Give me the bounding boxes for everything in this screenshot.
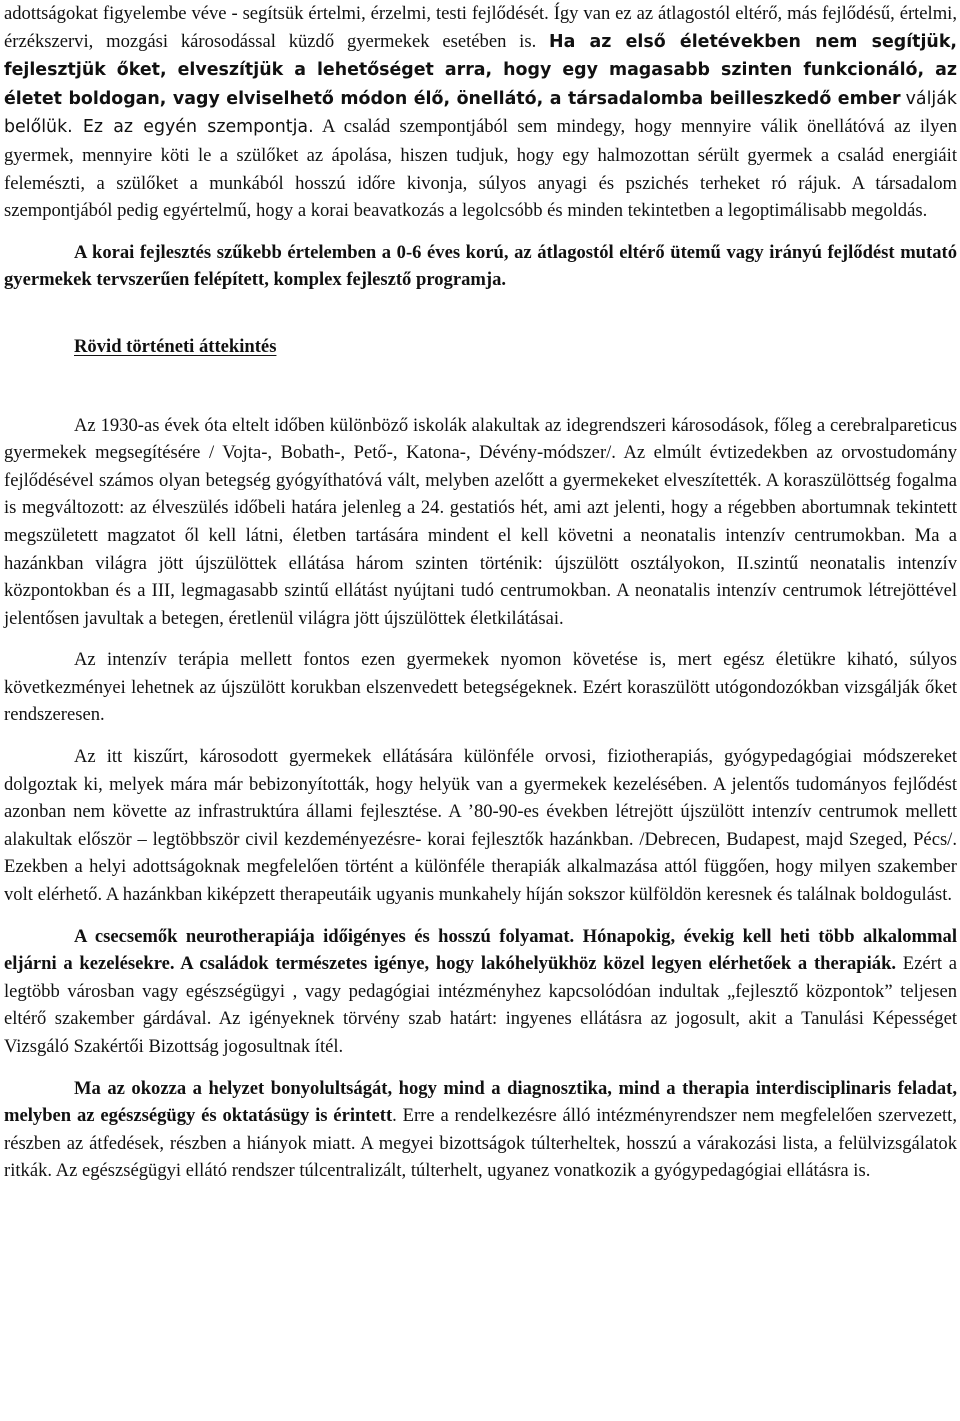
intro-rest-text: A család szempontjából sem mindegy, hogy mennyire válik önellátóvá az ilyen gyermek, mennyire köti le a szülőket az ápolása, hiszen tudjuk, hogy egy halmozottan sérült gyermek a család energiáit felemészti, a szülőket a munkából hosszú időre kivonja, súlyos anyagi és pszichés terheket ró rájuk. A társadalom szempontjából pedig egyértelmű, hogy a korai beavatkozás a legolcsóbb és minden tekintetben a legoptimálisabb megoldás. — [4, 116, 957, 222]
intro-bold-text: Ha az első életévekben nem segítjük, fejlesztjük őket, elveszítjük a lehetőséget arra, hogy egy magasabb szinten funkcionáló, az életet boldogan, vagy elviselhető módon élő, önellátó, a társadalomba beilleszkedő ember — [4, 31, 957, 109]
followup-text: Az intenzív terápia mellett fontos ezen gyermekek nyomon követése is, mert egész életükre kiható, súlyos következményei lehetnek az újszülött korukban elszenvedett betegségeknek. Ezért koraszülött utógondozókban vizsgálják őket rendszeresen. — [4, 649, 957, 726]
paragraph-intro — [4, 0, 957, 225]
definition-text: A korai fejlesztés szűkebb értelemben a 0-6 éves korú, az átlagostól eltérő ütemű vagy irányú fejlődést mutató gyermekek tervszerűen felépített, komplex fejlesztő programja. — [4, 241, 957, 291]
intro-sans-text: válják belőlük. Ez az egyén szempontja. — [4, 88, 957, 138]
paragraph-therapies — [4, 743, 957, 909]
history-text: Az 1930-as évek óta eltelt időben különböző iskolák alakultak az idegrendszeri károsodások, főleg a cerebralpareticus gyermekek megsegítésére / Vojta-, Bobath-, Pető-, Katona-, Dévény-módszer/. Az elmúlt évtizedekben az orvostudomány fejlődésével számos olyan betegség gyógyíthatóvá vált, melyben azelőtt a gyermekeket elveszítették. A koraszülöttség fogalma is megváltozott: az élveszülés időbeli határa jelenleg a 24. gestatiós hét, ami azt jelenti, hogy a régebben abortumnak tekintett megszületett magzatot ől kell látni, életben tartására mindent el kell követni a neonatalis intenzív centrumokban. Ma a hazánkban világra jött újszülöttek ellátása három szinten történik: újszülött osztályokon, II.szintű neonatalis intenzív központokban és a III, legmagasabb szintű ellátást nyújtani tudó centrumokban. A neonatalis intenzív centrumok létrejöttével jelentősen javultak a betegen, éretlenül világra jött újszülöttek életkilátásai. — [4, 414, 957, 629]
paragraph-definition — [4, 239, 957, 294]
section-heading — [4, 333, 957, 361]
document-page — [4, 0, 957, 1185]
complexity-text: . Erre a rendelkezésre álló intézményrendszer nem megfelelően szervezett, részben az átfedések, részben a hiányok miatt. A megyei bizottságok túlterheltek, hosszú a várakozási lista, a felülvizsgálatok ritkák. Az egészségügyi ellátó rendszer túlcentralizált, túlterhelt, ugyanez vonatkozik a gyógypedagógiai ellátásra is. — [4, 1105, 957, 1182]
heading-text: Rövid történeti áttekintés — [74, 335, 277, 357]
complexity-bold-text: Ma az okozza a helyzet bonyolultságát, hogy mind a diagnosztika, mind a therapia interdisciplinaris feladat, melyben az egészségügy és oktatásügy is érintett — [4, 1077, 957, 1127]
therapies-text: Az itt kiszűrt, károsodott gyermekek ellátására különféle orvosi, fiziotherapiás, gyógypedagógiai módszereket dolgoztak ki, melyek mára már bebizonyították, hogy helyük van a gyermekek kezelésében. A jelentős tudományos fejlődést azonban nem követte az infrastruktúra állami fejlesztése. A ’80-90-es években létrejött újszülött intenzív centrumok mellett alakultak először – legtöbbször civil kezdeményezésre- korai fejlesztők hazánkban. /Debrecen, Budapest, majd Szeged, Pécs/. Ezekben a helyi adottságoknak megfelelően történt a különféle therapiák alkalmazása attól függően, hogy milyen szakember volt elérhető. A hazánkban kiképzett therapeutáik ugyanis munkahely híján sokszor külföldön keresnek és találnak boldogulást. — [4, 746, 957, 906]
intro-text: adottságokat figyelembe véve - segítsük értelmi, érzelmi, testi fejlődését. Így van ez az átlagostól eltérő, más fejlődésű, értelmi, érzékszervi, mozgási károsodással küzdő gyermekek esetében is. — [4, 3, 957, 52]
neurotherapy-text: Ezért a legtöbb városban vagy egészségügyi , vagy pedagógiai intézményhez kapcsolódóan indultak „fejlesztő központok” teljesen eltérő szakember gárdával. Az igényeknek törvény szab határt: ingyenes ellátásra az jogosult, akit a Tanulási Képességet Vizsgáló Szakértői Bizottság jogosultnak ítél. — [4, 953, 957, 1057]
paragraph-followup — [4, 646, 957, 729]
paragraph-complexity — [4, 1075, 957, 1185]
paragraph-neurotherapy — [4, 923, 957, 1061]
paragraph-history — [4, 412, 957, 633]
neurotherapy-bold-text: A csecsemők neurotherapiája időigényes és hosszú folyamat. Hónapokig, évekig kell heti több alkalommal eljárni a kezelésekre. A családok természetes igénye, hogy lakóhelyükhöz közel legyen elérhetőek a therapiák. — [4, 925, 957, 975]
